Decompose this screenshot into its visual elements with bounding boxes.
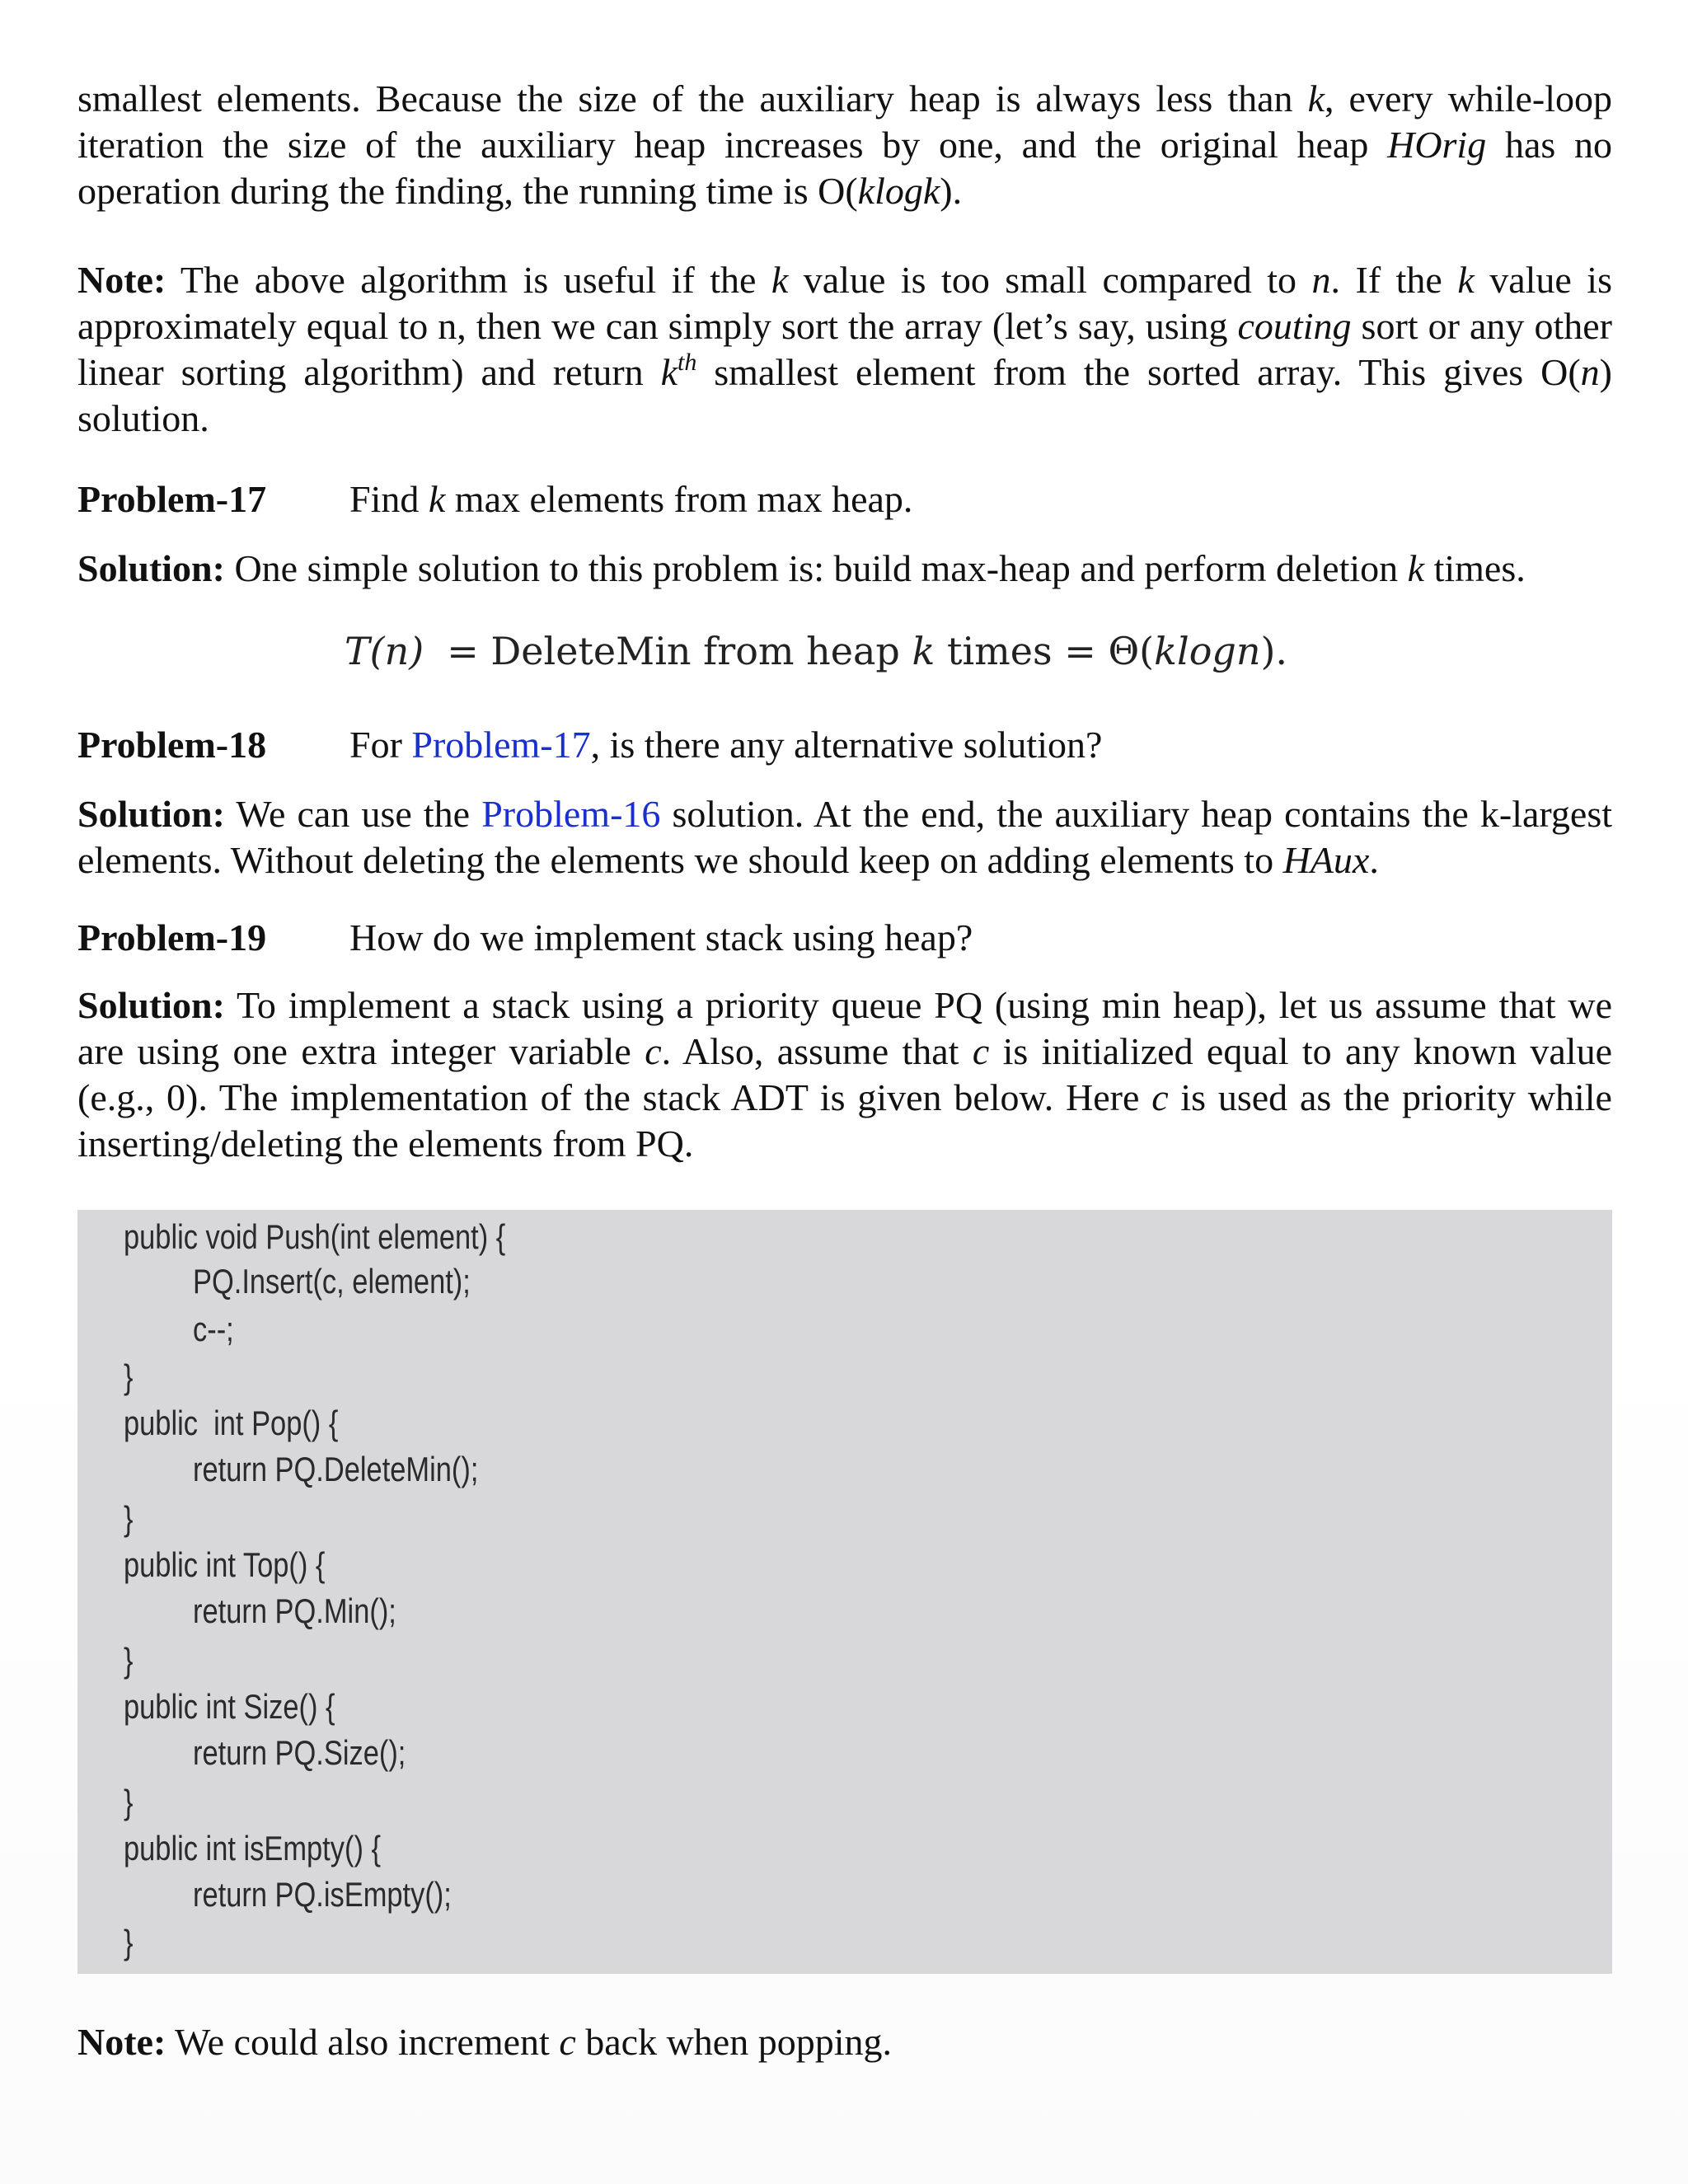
formula-delete-min: T(n) = DeleteMin from heap k times = Θ(klogn). [345, 629, 1288, 673]
code-line: public int Pop() { [124, 1404, 339, 1442]
code-line: public int Top() { [124, 1545, 326, 1584]
code-line: public void Push(int element) { [124, 1217, 506, 1256]
code-block [77, 1210, 1612, 1974]
note-label: Note: [77, 259, 166, 301]
problem-16-link[interactable]: Problem-16 [481, 793, 661, 835]
problem-17-heading: Problem-17 Find k max elements from max heap. [77, 478, 913, 520]
code-line: return PQ.Min(); [193, 1591, 396, 1630]
solution-18: Solution: We can use the Problem-16 solution. At the end, the auxiliary heap contains the k-largest elements. Without deleting the elements we should keep on adding elements to HAux. [77, 793, 1612, 881]
code-line: } [124, 1641, 134, 1680]
code-line: PQ.Insert(c, element); [193, 1262, 471, 1301]
code-line: } [124, 1499, 134, 1538]
problem-19-heading: Problem-19 How do we implement stack using heap? [77, 916, 973, 958]
paragraph-running-time: smallest elements. Because the size of the auxiliary heap is always less than k, every while-loop iteration the size of the auxiliary heap increases by one, and the original heap HOrig has no operation during the finding, the running time is O(klogk). [77, 77, 1613, 212]
code-line: public int isEmpty() { [124, 1829, 381, 1868]
code-line: return PQ.DeleteMin(); [193, 1450, 479, 1488]
note-paragraph: Note: The above algorithm is useful if the k value is too small compared to n. If the k value is approximately equal to n, then we can simply sort the array (let’s say, using couting sort or any other linear sorting algorithm) and return $k^{th}$ smallest element from the sorted array. This gives O(n) solution. [77, 259, 1612, 439]
code-line: c--; [193, 1310, 234, 1348]
code-line: } [124, 1923, 134, 1961]
code-line: public int Size() { [124, 1687, 335, 1726]
code-line: } [124, 1357, 134, 1396]
code-line: return PQ.isEmpty(); [193, 1875, 452, 1914]
problem-18-heading: Problem-18 For Problem-17, is there any alternative solution? [77, 724, 1103, 766]
code-line: return PQ.Size(); [193, 1733, 406, 1772]
note-popping: Note: We could also increment c back when popping. [77, 2021, 892, 2063]
code-line: } [124, 1783, 134, 1821]
solution-17: Solution: One simple solution to this problem is: build max-heap and perform deletion k times. [77, 547, 1526, 589]
problem-17-link[interactable]: Problem-17 [411, 724, 591, 766]
solution-19: Solution: To implement a stack using a priority queue PQ (using min heap), let us assume that we are using one extra integer variable c. Also, assume that c is initialized equal to any known value (e.g., 0). The implementation of the stack ADT is given below. Here c is used as the priority while inserting/deleting the elements from PQ. [77, 984, 1613, 1165]
